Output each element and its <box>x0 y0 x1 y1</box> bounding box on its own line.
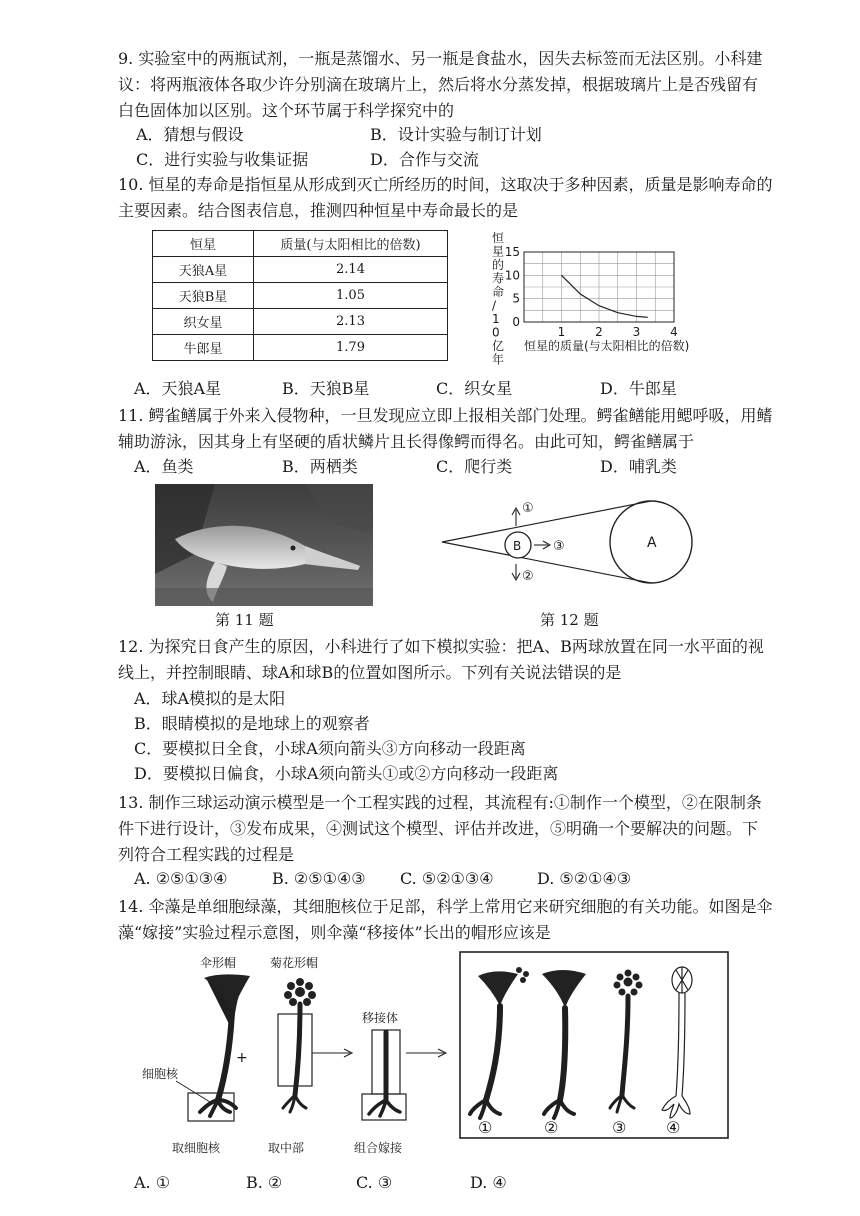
q14-option-c[interactable]: C. ③ <box>356 1173 393 1192</box>
q12-line-1: 12. 为探究日食产生的原因，小科进行了如下模拟实验：把A、B两球放置在同一水平面的视 <box>118 637 764 656</box>
table-cell-star: 天狼A星 <box>153 257 254 283</box>
table-cell-mass: 1.79 <box>254 335 448 361</box>
q12-line-2: 线上，并控制眼睛、球A和球B的位置如图所示。下列有关说法错误的是 <box>118 663 622 682</box>
q9-line-3: 白色固体加以区别。这个环节属于科学探究中的 <box>118 101 455 120</box>
q9-option-a[interactable]: A．猜想与假设 <box>136 125 244 144</box>
q14-option-a[interactable]: A. ① <box>134 1173 171 1192</box>
alligator-gar-photo <box>155 484 373 606</box>
q13-line-1: 13. 制作三球运动演示模型是一个工程实践的过程，其流程有:①制作一个模型，②在限制条 <box>118 793 762 812</box>
chart-x-tick-label: 4 <box>670 325 678 339</box>
label-umbrella-cap: 伞形帽 <box>200 956 237 970</box>
q13-option-c[interactable]: C. ⑤②①③④ <box>400 869 494 888</box>
arrow-3-label: ③ <box>553 539 565 554</box>
chart-x-tick-label: 3 <box>632 325 641 339</box>
q10-option-a[interactable]: A．天狼A星 <box>134 379 222 398</box>
q11-option-a[interactable]: A．鱼类 <box>134 457 194 476</box>
q12-caption: 第 12 题 <box>540 611 599 629</box>
choice-2-label: ② <box>544 1118 559 1137</box>
chart-grid <box>524 252 674 322</box>
q12-option-b[interactable]: B．眼睛模拟的是地球上的观察者 <box>134 714 370 733</box>
table-header-row <box>153 231 448 257</box>
q11-line-2: 辅助游泳，因其身上有坚硬的盾状鳞片且长得像鳄而得名。由此可知，鳄雀鳝属于 <box>118 432 695 451</box>
q10-option-d[interactable]: D．牛郎星 <box>600 379 677 398</box>
step-1-label: 取细胞核 <box>172 1141 221 1155</box>
choice-3-label: ③ <box>612 1118 627 1137</box>
table-row <box>153 283 448 309</box>
chart-xlabel: 恒星的质量(与太阳相比的倍数) <box>524 339 690 353</box>
chart-y-tick-label: 0 <box>512 315 520 329</box>
chart-y-tick-label: 5 <box>512 291 520 306</box>
q9-option-d[interactable]: D．合作与交流 <box>370 150 479 169</box>
table-row <box>153 335 448 361</box>
q14-option-b[interactable]: B. ② <box>246 1173 283 1192</box>
q13-line-2: 件下进行设计，③发布成果，④测试这个模型、评估并改进，⑤明确一个要解决的问题。下 <box>118 819 759 838</box>
q10-option-c[interactable]: C．织女星 <box>436 379 513 398</box>
acetabularia-graft-diagram <box>140 950 740 1160</box>
label-graft: 移接体 <box>362 1011 399 1025</box>
choice-2-alga <box>542 970 586 1118</box>
chart-y-tick-label: 10 <box>504 268 520 283</box>
q12-option-d[interactable]: D．要模拟日偏食，小球A须向箭头①或②方向移动一段距离 <box>134 764 559 783</box>
q13-option-d[interactable]: D. ⑤②①④③ <box>537 869 632 888</box>
plus-sign: + <box>236 1050 248 1066</box>
chart-x-tick-label: 1 <box>557 325 566 339</box>
q10-line-1: 10. 恒星的寿命是指恒星从形成到灭亡所经历的时间，这取决于多种因素，质量是影响寿命的 <box>118 175 773 194</box>
chart-series-line <box>562 275 648 317</box>
table-cell-mass: 1.05 <box>254 283 448 309</box>
choice-3-alga <box>610 970 643 1113</box>
table-row <box>153 309 448 335</box>
q11-option-b[interactable]: B．两栖类 <box>282 457 358 476</box>
chart-x-ticks <box>558 325 678 339</box>
q9-option-c[interactable]: C．进行实验与收集证据 <box>136 150 309 169</box>
table-header-mass: 质量(与太阳相比的倍数) <box>254 231 448 257</box>
choice-1-label: ① <box>478 1118 493 1137</box>
q13-option-a[interactable]: A. ②⑤①③④ <box>134 869 228 888</box>
q12-option-c[interactable]: C．要模拟日全食，小球A须向箭头③方向移动一段距离 <box>134 739 526 758</box>
q11-option-c[interactable]: C．爬行类 <box>436 457 513 476</box>
table-cell-mass: 2.13 <box>254 309 448 335</box>
q11-option-d[interactable]: D．哺乳类 <box>600 457 677 476</box>
table-cell-star: 织女星 <box>153 309 254 335</box>
sight-lines <box>442 501 651 583</box>
q9-option-b[interactable]: B．设计实验与制订计划 <box>370 125 542 144</box>
ball-b-label: B <box>513 539 522 553</box>
label-chrysanthemum-cap: 菊花形帽 <box>270 956 319 970</box>
step-3-label: 组合嫁接 <box>354 1141 403 1155</box>
table-cell-star: 牛郎星 <box>153 335 254 361</box>
q13-line-3: 列符合工程实践的过程是 <box>118 845 295 864</box>
q11-caption: 第 11 题 <box>215 611 274 629</box>
chart-y-ticks <box>505 245 520 329</box>
table-cell-star: 天狼B星 <box>153 283 254 309</box>
star-lifetime-chart <box>488 226 738 367</box>
table-row <box>153 257 448 283</box>
q10-option-b[interactable]: B．天狼B星 <box>282 379 370 398</box>
eclipse-model-diagram <box>436 494 698 594</box>
arrow-2-label: ② <box>522 569 534 584</box>
chart-y-tick-label: 15 <box>504 245 520 259</box>
step-2-label: 取中部 <box>268 1141 305 1155</box>
chart-ylabel: 恒星的寿命/ 1 0 亿年 <box>492 231 505 367</box>
table-header-star: 恒星 <box>153 231 254 257</box>
star-mass-table <box>152 230 448 361</box>
choice-4-label: ④ <box>666 1118 681 1137</box>
table-cell-mass: 2.14 <box>254 257 448 283</box>
q14-option-d[interactable]: D. ④ <box>470 1173 507 1192</box>
q11-line-1: 11. 鳄雀鳝属于外来入侵物种，一旦发现应立即上报相关部门处理。鳄雀鳝能用鳃呼吸，用鳍 <box>118 406 773 425</box>
q13-option-b[interactable]: B. ②⑤①④③ <box>272 869 366 888</box>
q9-line-1: 9. 实验室中的两瓶试剂，一瓶是蒸馏水、另一瓶是食盐水，因失去标签而无法区别。小科建 <box>118 49 763 68</box>
label-nucleus: 细胞核 <box>142 1067 179 1081</box>
q14-line-1: 14. 伞藻是单细胞绿藻，其细胞核位于足部，科学上常用它来研究细胞的有关功能。如图是伞 <box>118 897 773 916</box>
q10-line-2: 主要因素。结合图表信息，推测四种恒星中寿命最长的是 <box>118 201 519 220</box>
q9-line-2: 议：将两瓶液体各取少许分别滴在玻璃片上，然后将水分蒸发掉，根据玻璃片上是否残留有 <box>118 75 759 94</box>
arrow-1-label: ① <box>522 501 534 516</box>
choice-4-alga <box>662 967 692 1118</box>
ball-a-label: A <box>647 535 657 551</box>
q12-option-a[interactable]: A．球A模拟的是太阳 <box>134 689 286 708</box>
chart-x-tick-label: 2 <box>595 325 603 339</box>
q14-line-2: 藻“嫁接”实验过程示意图，则伞藻“移接体”长出的帽形应该是 <box>118 923 551 942</box>
choice-1-alga <box>470 967 529 1118</box>
